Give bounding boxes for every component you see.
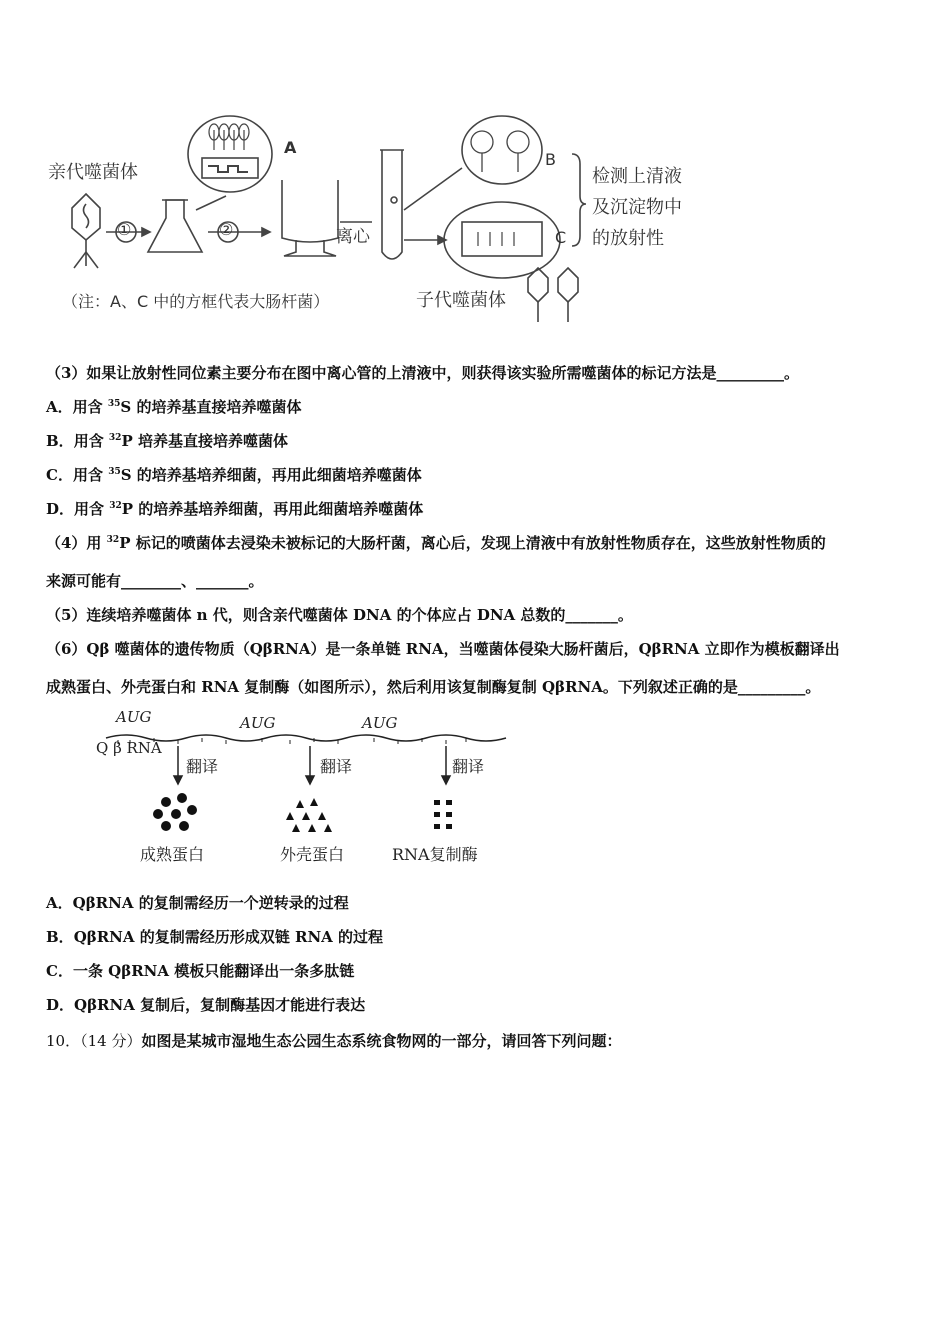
q10-number: 10．	[46, 1032, 81, 1050]
detect-line2: 及沉淀物中	[592, 197, 682, 218]
codon2-label: AUG	[240, 714, 276, 732]
q10-stem	[46, 1030, 621, 1051]
q4-line2: 来源可能有________、_______。	[46, 572, 264, 590]
detect-line1: 检测上清液	[592, 166, 682, 187]
parent-phage-label: 亲代噬菌体	[48, 162, 138, 183]
q6-option-c: C．一条 QβRNA 模板只能翻译出一条多肽链	[46, 962, 355, 980]
offspring-phage-label: 子代噬菌体	[416, 290, 506, 311]
codon3-label: AUG	[362, 714, 398, 732]
q5-text: （5）连续培养噬菌体 n 代，则含亲代噬菌体 DNA 的个体应占 DNA 总数的_______。	[46, 606, 633, 624]
translate2-label: 翻译	[320, 757, 353, 776]
detect-line3: 的放射性	[592, 228, 664, 249]
q6-line1: （6）Qβ 噬菌体的遗传物质（QβRNA）是一条单链 RNA，当噬菌体侵染大肠杆菌后，QβRNA 立即作为模板翻译出	[46, 640, 840, 658]
centrifuge-label: 离心	[336, 227, 370, 247]
q3-option-c: C．用含 $^{35}$S 的培养基培养细菌，再用此细菌培养噬菌体	[46, 466, 422, 484]
step2-label: ②	[219, 220, 234, 239]
mature-protein-dots	[153, 793, 197, 831]
q3-option-a: A．用含 $^{35}$S 的培养基直接培养噬菌体	[46, 398, 302, 416]
replicase-squares	[434, 800, 452, 829]
q6-line2: 成熟蛋白、外壳蛋白和 RNA 复制酶（如图所示），然后利用该复制酶复制 QβRNA。下列叙述正确的是_________。	[46, 678, 821, 696]
qbeta-rna-label: Q β RNA	[96, 739, 162, 757]
translate3-label: 翻译	[452, 757, 485, 776]
q3-stem: （3）如果让放射性同位素主要分布在图中离心管的上清液中，则获得该实验所需噬菌体的标记方法是_________。	[46, 364, 799, 382]
figure-note: （注：A、C 中的方框代表大肠杆菌）	[62, 292, 330, 311]
q6-option-d: D．QβRNA 复制后，复制酶基因才能进行表达	[46, 996, 366, 1014]
replicase-label: RNA复制酶	[392, 845, 478, 864]
q10-text: 如图是某城市湿地生态公园生态系统食物网的一部分，请回答下列问题：	[141, 1032, 622, 1050]
q6-option-b: B．QβRNA 的复制需经历形成双链 RNA 的过程	[46, 928, 384, 946]
label-a: A	[284, 138, 297, 157]
q10-score: （14 分）	[80, 1032, 142, 1050]
label-c: C	[555, 228, 567, 247]
q3-option-b: B．用含 $^{32}$P 培养基直接培养噬菌体	[46, 432, 288, 450]
codon1-label: AUG	[116, 708, 152, 726]
step1-label: ①	[117, 220, 132, 239]
q3-option-d: D．用含 $^{32}$P 的培养基培养细菌，再用此细菌培养噬菌体	[46, 500, 424, 518]
q4-line1: （4）用 $^{32}$P 标记的喷菌体去浸染未被标记的大肠杆菌，离心后，发现上清液中有放射性物质存在，这些放射性物质的	[46, 534, 826, 552]
label-b: B	[545, 150, 556, 169]
q6-option-a: A．QβRNA 的复制需经历一个逆转录的过程	[46, 894, 349, 912]
translate1-label: 翻译	[186, 757, 219, 776]
coat-protein-label: 外壳蛋白	[280, 845, 345, 864]
mature-protein-label: 成熟蛋白	[140, 845, 205, 864]
coat-protein-triangles	[286, 798, 332, 832]
